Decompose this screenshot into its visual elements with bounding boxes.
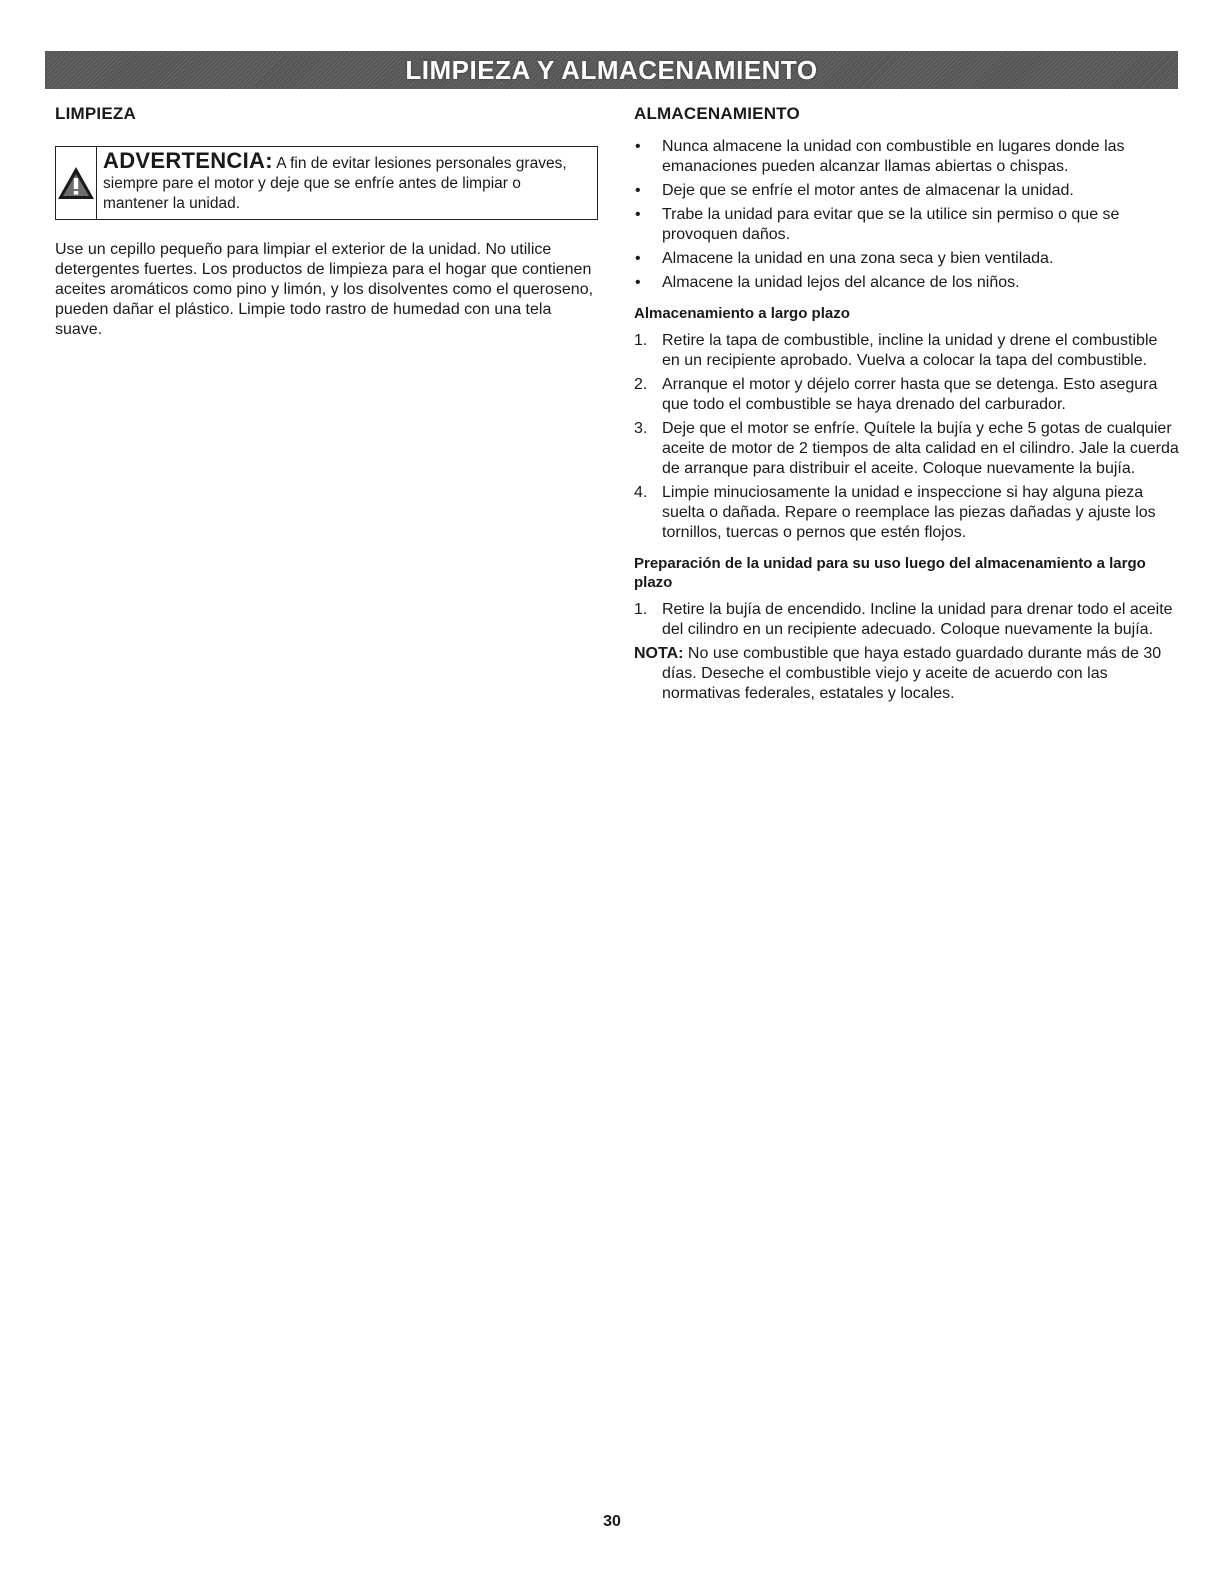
list-item xyxy=(634,600,1179,640)
long-term-steps xyxy=(634,331,1179,543)
bullet-text: Nunca almacene la unidad con combustible en lugares donde las emanaciones pueden alcanzar llamas abiertas o chispas. xyxy=(662,138,1125,175)
page-number: 30 xyxy=(603,1513,621,1530)
step-number: 1. xyxy=(634,332,648,349)
storage-bullet-list xyxy=(634,137,1179,293)
note-label: NOTA: xyxy=(634,645,684,662)
warning-text xyxy=(97,147,597,219)
list-item xyxy=(634,331,1179,371)
step-text: Arranque el motor y déjelo correr hasta que se detenga. Esto asegura que todo el combustible se haya drenado del carburador. xyxy=(662,376,1158,413)
note-text: No use combustible que haya estado guardado durante más de 30 días. Deseche el combustible viejo y aceite de acuerdo con las normativas federales, estatales y locales. xyxy=(662,645,1162,702)
cleaning-heading: LIMPIEZA xyxy=(55,104,136,123)
list-item xyxy=(634,419,1179,479)
step-text: Retire la bujía de encendido. Incline la unidad para drenar todo el aceite del cilindro en un recipiente adecuado. Coloque nuevamente la bujía. xyxy=(662,601,1173,638)
list-item xyxy=(634,375,1179,415)
note xyxy=(634,644,1179,704)
bullet-text: Almacene la unidad en una zona seca y bien ventilada. xyxy=(662,250,1054,267)
step-number: 3. xyxy=(634,420,648,437)
warning-message: A fin de evitar lesiones personales graves, siempre pare el motor y deje que se enfríe antes de limpiar o mantener la unidad. xyxy=(103,155,567,212)
step-text: Retire la tapa de combustible, incline la unidad y drene el combustible en un recipiente aprobado. Vuelva a colocar la tapa del combustible. xyxy=(662,332,1158,369)
list-item xyxy=(634,181,1179,201)
bullet-text: Deje que se enfríe el motor antes de almacenar la unidad. xyxy=(662,182,1074,199)
warning-title: ADVERTENCIA: xyxy=(103,148,273,173)
list-item xyxy=(634,137,1179,177)
warning-box xyxy=(55,146,598,220)
storage-column xyxy=(634,104,1179,704)
bullet-marker: • xyxy=(635,138,641,155)
step-text: Limpie minuciosamente la unidad e inspeccione si hay alguna pieza suelta o dañada. Repare o reemplace las piezas dañadas y ajuste los tornillos, tuercas o pernos que estén flojos. xyxy=(662,484,1156,541)
step-text: Deje que el motor se enfríe. Quítele la bujía y eche 5 gotas de cualquier aceite de motor de 2 tiempos de alta calidad en el cilindro. Jale la cuerda de arranque para distribuir el aceite. Coloque nuevamente la bujía. xyxy=(662,420,1179,477)
cleaning-body: Use un cepillo pequeño para limpiar el exterior de la unidad. No utilice detergentes fuertes. Los productos de limpieza para el hogar que contienen aceites aromáticos como pino y limón, y los disolventes como el queroseno, pueden dañar el plástico. Limpie todo rastro de humedad con una tela suave. xyxy=(55,241,594,338)
cleaning-column xyxy=(55,104,598,356)
warning-triangle-icon xyxy=(56,165,96,201)
long-term-heading: Almacenamiento a largo plazo xyxy=(634,305,850,322)
prep-steps xyxy=(634,600,1179,640)
bullet-marker: • xyxy=(635,206,641,223)
list-item xyxy=(634,249,1179,269)
list-item xyxy=(634,483,1179,543)
list-item xyxy=(634,273,1179,293)
step-number: 4. xyxy=(634,484,648,501)
storage-heading: ALMACENAMIENTO xyxy=(634,104,800,123)
bullet-text: Trabe la unidad para evitar que se la utilice sin permiso o que se provoquen daños. xyxy=(662,206,1120,243)
bullet-text: Almacene la unidad lejos del alcance de los niños. xyxy=(662,274,1020,291)
warning-icon-cell xyxy=(56,147,97,219)
bullet-marker: • xyxy=(635,250,641,267)
bullet-marker: • xyxy=(635,182,641,199)
step-number: 1. xyxy=(634,601,648,618)
bullet-marker: • xyxy=(635,274,641,291)
section-title: LIMPIEZA Y ALMACENAMIENTO xyxy=(405,54,818,85)
list-item xyxy=(634,205,1179,245)
step-number: 2. xyxy=(634,376,648,393)
section-banner xyxy=(45,51,1178,89)
prep-heading: Preparación de la unidad para su uso luego del almacenamiento a largo plazo xyxy=(634,555,1146,591)
